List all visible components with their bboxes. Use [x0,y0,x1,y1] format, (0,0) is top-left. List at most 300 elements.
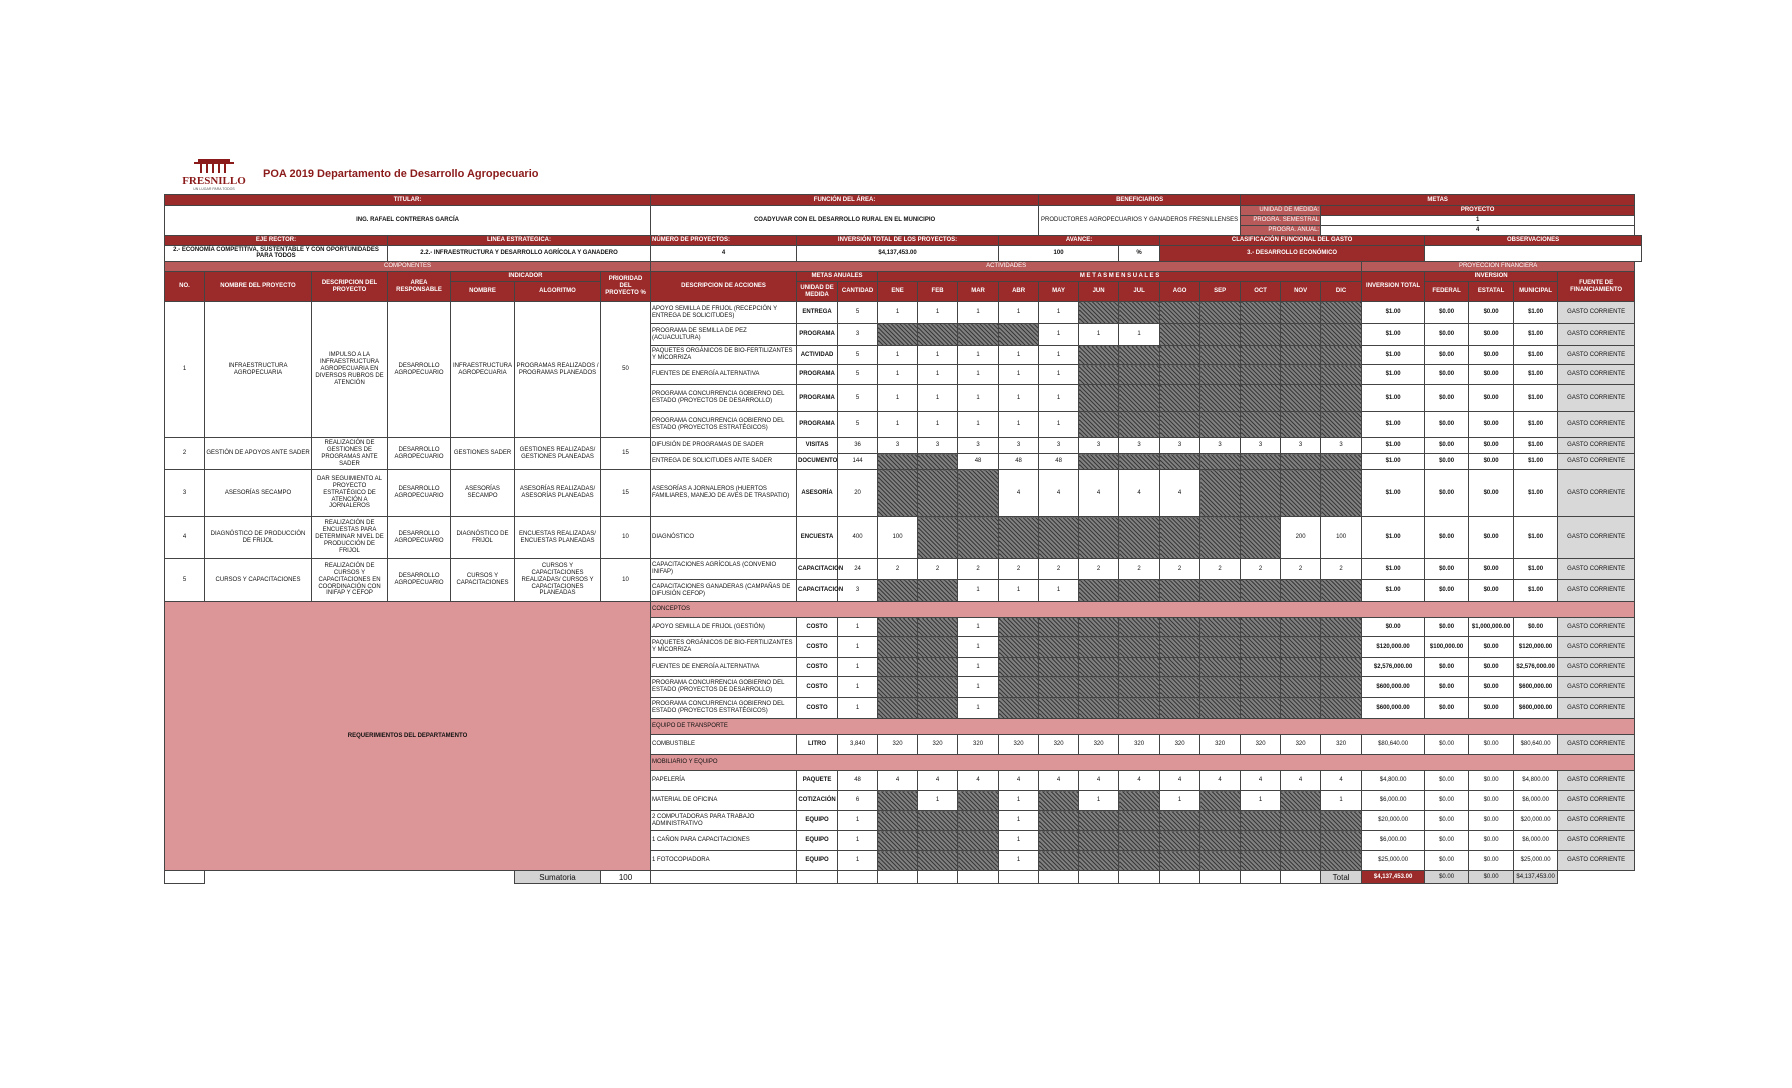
observaciones-label: OBSERVACIONES [1425,235,1642,245]
month-cell: 320 [1200,735,1241,755]
section-title: MOBILIARIO Y EQUIPO [651,755,1635,771]
indicator-name: GESTIONES SADER [451,438,515,470]
month-cell: 2 [999,559,1039,580]
month-cell-blocked [1039,677,1079,698]
inv-total: $1.00 [1362,438,1425,454]
month-cell: 4 [1321,771,1362,791]
month-cell: 1 [999,346,1039,365]
month-cell: 3 [1281,438,1321,454]
project-description: REALIZACIÓN DE GESTIONES DE PROGRAMAS ANTE SADER [312,438,388,470]
inv-municipal: $1.00 [1514,470,1558,517]
month-cell: 1 [1321,791,1362,811]
month-cell-blocked [1321,637,1362,658]
month-cell: 4 [1039,470,1079,517]
indicator-name: ASESORÍAS SECAMPO [451,470,515,517]
footer-empty [651,871,797,884]
action-quantity: 5 [838,412,878,438]
inv-estatal: $0.00 [1469,658,1514,677]
month-cell-blocked [1281,580,1321,602]
inv-municipal: $20,000.00 [1514,811,1558,831]
month-cell: 2 [1241,559,1281,580]
total-municipal: $4,137,453.00 [1514,871,1558,884]
inv-municipal: $1.00 [1514,438,1558,454]
metas-mensuales-header: M E T A S M E N S U A L E S [878,272,1362,282]
month-cell: 4 [1281,771,1321,791]
action-description: FUENTES DE ENERGÍA ALTERNATIVA [651,658,797,677]
footer-row [165,871,1642,884]
project-area: DESARROLLO AGROPECUARIO [388,517,451,559]
titular-value: ING. RAFAEL CONTRERAS GARCÍA [165,206,651,236]
month-cell-blocked [1200,618,1241,637]
action-quantity: 3 [838,580,878,602]
action-description: PROGRAMA DE SEMILLA DE PEZ (ACUACULTURA) [651,324,797,346]
month-cell: 320 [1281,735,1321,755]
beneficiarios-value: PRODUCTORES AGROPECUARIOS Y GANADEROS FRESNILLENSES [1039,206,1241,236]
inv-federal: $0.00 [1425,470,1469,517]
action-description: PROGRAMA CONCURRENCIA GOBIERNO DEL ESTADO (PROYECTOS ESTRATÉGICOS) [651,412,797,438]
action-quantity: 1 [838,851,878,871]
month-cell-blocked [1281,412,1321,438]
month-cell-blocked [1321,811,1362,831]
month-cell-blocked [1119,831,1160,851]
action-quantity: 1 [838,618,878,637]
month-cell-blocked [958,517,999,559]
month-cell: 2 [1200,559,1241,580]
month-cell-blocked [1119,580,1160,602]
month-cell: 320 [1079,735,1119,755]
project-description: DAR SEGUIMIENTO AL PROYECTO ESTRATÉGICO DE ATENCIÓN A JORNALEROS [312,470,388,517]
col-month: JUL [1119,282,1160,302]
funding-source: GASTO CORRIENTE [1558,412,1635,438]
inv-estatal: $0.00 [1469,385,1514,412]
action-description: DIAGNÓSTICO [651,517,797,559]
month-cell: 1 [958,385,999,412]
metas-label: METAS [1241,195,1635,206]
action-quantity: 5 [838,302,878,324]
col-algoritmo: ALGORITMO [515,282,601,302]
page-title: POA 2019 Departamento de Desarrollo Agropecuario [263,168,539,180]
action-quantity: 36 [838,438,878,454]
project-priority: 50 [601,302,651,438]
inv-municipal: $1.00 [1514,454,1558,470]
month-cell: 3 [878,438,918,454]
inv-total: $2,576,000.00 [1362,658,1425,677]
funding-source: GASTO CORRIENTE [1558,365,1635,385]
project-area: DESARROLLO AGROPECUARIO [388,438,451,470]
inv-estatal: $0.00 [1469,851,1514,871]
indicator-name: INFRAESTRUCTURA AGROPECUARIA [451,302,515,438]
metas-anuales-header: METAS ANUALES [797,272,878,282]
month-cell: 1 [999,412,1039,438]
inv-total: $0.00 [1362,618,1425,637]
month-cell-blocked [1160,517,1200,559]
total-estatal: $0.00 [1469,871,1514,884]
month-cell: 1 [1079,791,1119,811]
inv-municipal: $1.00 [1514,324,1558,346]
month-cell-blocked [1200,811,1241,831]
section-row [165,602,1642,618]
month-cell-blocked [1160,698,1200,719]
nproyectos-value: 4 [651,245,797,262]
month-cell-blocked [1200,637,1241,658]
col-area: AREA RESPONSABLE [388,272,451,302]
funding-source: GASTO CORRIENTE [1558,438,1635,454]
month-cell: 48 [999,454,1039,470]
observaciones-value [1425,245,1642,262]
inv-federal: $0.00 [1425,677,1469,698]
month-cell: 3 [1200,438,1241,454]
month-cell-blocked [1160,851,1200,871]
month-cell-blocked [1079,302,1119,324]
month-cell-blocked [878,324,918,346]
month-cell: 1 [1039,580,1079,602]
month-cell-blocked [1321,324,1362,346]
inv-total: $1.00 [1362,385,1425,412]
month-cell-blocked [1079,831,1119,851]
action-unit: COSTO [797,677,838,698]
month-cell-blocked [918,517,958,559]
funding-source: GASTO CORRIENTE [1558,618,1635,637]
action-description: PAPELERÍA [651,771,797,791]
month-cell-blocked [1281,658,1321,677]
month-cell: 1 [918,365,958,385]
month-cell: 320 [999,735,1039,755]
col-federal: FEDERAL [1425,282,1469,302]
inv-municipal: $2,576,000.00 [1514,658,1558,677]
action-unit: ACTIVIDAD [797,346,838,365]
avance-label: AVANCE: [999,235,1160,245]
project-no: 4 [165,517,205,559]
month-cell-blocked [918,677,958,698]
month-cell-blocked [878,580,918,602]
month-cell-blocked [1241,412,1281,438]
action-unit: PROGRAMA [797,385,838,412]
action-quantity: 5 [838,346,878,365]
col-inversion-total: INVERSION TOTAL [1362,272,1425,302]
month-cell-blocked [1119,385,1160,412]
nproyectos-label: NÚMERO DE PROYECTOS: [651,235,797,245]
inv-federal: $0.00 [1425,438,1469,454]
month-cell: 4 [1241,771,1281,791]
month-cell-blocked [878,470,918,517]
month-cell-blocked [1200,454,1241,470]
action-unit: COSTO [797,698,838,719]
month-cell-blocked [1281,811,1321,831]
month-cell-blocked [1321,677,1362,698]
month-cell-blocked [1281,831,1321,851]
col-month: SEP [1200,282,1241,302]
inv-municipal: $1.00 [1514,559,1558,580]
inv-total: $1.00 [1362,302,1425,324]
month-cell-blocked [1321,851,1362,871]
action-unit: COSTO [797,618,838,637]
month-cell-blocked [1281,324,1321,346]
action-quantity: 3,840 [838,735,878,755]
month-cell: 1 [958,698,999,719]
inv-estatal: $0.00 [1469,735,1514,755]
month-cell-blocked [1321,658,1362,677]
project-no: 1 [165,302,205,438]
month-cell-blocked [1241,517,1281,559]
month-cell-blocked [1241,365,1281,385]
avance-value: 100 [999,245,1119,262]
action-quantity: 48 [838,771,878,791]
month-cell-blocked [1200,324,1241,346]
month-cell: 4 [999,470,1039,517]
action-description: CAPACITACIONES GANADERAS (CAMPAÑAS DE DIFUSIÓN CEFOP) [651,580,797,602]
inv-total: $120,000.00 [1362,637,1425,658]
action-unit: COSTO [797,658,838,677]
month-cell-blocked [1321,618,1362,637]
indicator-name: CURSOS Y CAPACITACIONES [451,559,515,602]
month-cell-blocked [1119,454,1160,470]
funding-source: GASTO CORRIENTE [1558,698,1635,719]
month-cell: 1 [1039,324,1079,346]
inv-estatal: $0.00 [1469,365,1514,385]
month-cell: 4 [1200,771,1241,791]
month-cell: 4 [1079,771,1119,791]
action-quantity: 144 [838,454,878,470]
inv-estatal: $0.00 [1469,438,1514,454]
inv-estatal: $0.00 [1469,791,1514,811]
action-quantity: 24 [838,559,878,580]
inv-total: $1.00 [1362,470,1425,517]
project-no: 3 [165,470,205,517]
month-cell-blocked [1160,412,1200,438]
month-cell-blocked [1160,811,1200,831]
indicador-header: INDICADOR [451,272,601,282]
month-cell-blocked [918,811,958,831]
funding-source: GASTO CORRIENTE [1558,580,1635,602]
inv-municipal: $1.00 [1514,365,1558,385]
month-cell: 2 [878,559,918,580]
month-cell: 1 [918,385,958,412]
month-cell-blocked [1241,698,1281,719]
month-cell-blocked [1160,658,1200,677]
inv-federal: $0.00 [1425,346,1469,365]
month-cell-blocked [1241,346,1281,365]
action-quantity: 1 [838,831,878,851]
month-cell: 48 [1039,454,1079,470]
month-cell: 3 [918,438,958,454]
month-cell-blocked [878,811,918,831]
month-cell-blocked [1200,346,1241,365]
col-month: JUN [1079,282,1119,302]
month-cell-blocked [918,618,958,637]
month-cell-blocked [1119,851,1160,871]
funding-source: GASTO CORRIENTE [1558,385,1635,412]
month-cell: 2 [1079,559,1119,580]
inv-municipal: $1.00 [1514,580,1558,602]
inv-federal: $0.00 [1425,735,1469,755]
action-quantity: 1 [838,811,878,831]
sumatoria-value: 100 [601,871,651,884]
col-month: ENE [878,282,918,302]
month-cell-blocked [1079,658,1119,677]
month-cell: 100 [878,517,918,559]
month-cell-blocked [1200,831,1241,851]
inv-estatal: $0.00 [1469,559,1514,580]
month-cell-blocked [918,851,958,871]
inversion-label: INVERSIÓN TOTAL DE LOS PROYECTOS: [797,235,999,245]
month-cell: 320 [878,735,918,755]
month-cell-blocked [1281,618,1321,637]
month-cell-blocked [1241,324,1281,346]
inv-federal: $0.00 [1425,658,1469,677]
action-description: FUENTES DE ENERGÍA ALTERNATIVA [651,365,797,385]
month-cell-blocked [1200,517,1241,559]
action-unit: EQUIPO [797,851,838,871]
month-cell-blocked [1079,365,1119,385]
funding-source: GASTO CORRIENTE [1558,346,1635,365]
month-cell-blocked [918,831,958,851]
inv-estatal: $0.00 [1469,771,1514,791]
month-cell-blocked [1281,365,1321,385]
month-cell-blocked [1119,517,1160,559]
month-cell: 2 [1321,559,1362,580]
month-cell-blocked [958,811,999,831]
indicator-algorithm: CURSOS Y CAPACITACIONES REALIZADAS/ CURSOS Y CAPACITACIONES PLANEADAS [515,559,601,602]
month-cell: 3 [1119,438,1160,454]
project-priority: 10 [601,559,651,602]
inv-total: $600,000.00 [1362,677,1425,698]
month-cell-blocked [1321,698,1362,719]
action-quantity: 6 [838,791,878,811]
inv-municipal: $1.00 [1514,302,1558,324]
month-cell-blocked [1200,677,1241,698]
month-cell-blocked [999,677,1039,698]
month-cell-blocked [999,637,1039,658]
footer-empty [1200,871,1241,884]
inv-estatal: $1,000,000.00 [1469,618,1514,637]
month-cell: 2 [1119,559,1160,580]
month-cell-blocked [878,791,918,811]
month-cell-blocked [1241,385,1281,412]
col-nombre: NOMBRE DEL PROYECTO [205,272,312,302]
month-cell-blocked [1079,851,1119,871]
inv-municipal: $600,000.00 [1514,677,1558,698]
footer-spacer [1558,871,1635,884]
month-cell: 200 [1281,517,1321,559]
month-cell-blocked [1119,791,1160,811]
month-cell-blocked [1079,811,1119,831]
month-cell-blocked [1200,385,1241,412]
month-cell-blocked [1200,470,1241,517]
month-cell-blocked [1160,831,1200,851]
action-unit: PAQUETE [797,771,838,791]
action-quantity: 5 [838,385,878,412]
month-cell-blocked [918,637,958,658]
funding-source: GASTO CORRIENTE [1558,771,1635,791]
clasificacion-value: 3.- DESARROLLO ECONÓMICO [1160,245,1425,262]
month-cell: 1 [958,580,999,602]
inv-estatal: $0.00 [1469,470,1514,517]
indicator-algorithm: GESTIONES REALIZADAS/ GESTIONES PLANEADAS [515,438,601,470]
month-cell-blocked [999,658,1039,677]
month-cell: 1 [999,365,1039,385]
project-name: DIAGNÓSTICO DE PRODUCCIÓN DE FRIJOL [205,517,312,559]
inv-federal: $0.00 [1425,385,1469,412]
project-name: INFRAESTRUCTURA AGROPECUARIA [205,302,312,438]
month-cell: 2 [1160,559,1200,580]
inv-total: $25,000.00 [1362,851,1425,871]
inv-total: $1.00 [1362,517,1425,559]
avance-pct: % [1119,245,1160,262]
month-cell: 1 [878,385,918,412]
month-cell-blocked [1321,470,1362,517]
month-cell: 1 [1039,365,1079,385]
month-cell-blocked [1160,618,1200,637]
month-cell-blocked [1160,365,1200,385]
month-cell: 4 [1039,771,1079,791]
inv-estatal: $0.00 [1469,580,1514,602]
inv-municipal: $600,000.00 [1514,698,1558,719]
proyeccion-header: PROYECCION FINANCIERA [1362,262,1635,272]
funding-source: GASTO CORRIENTE [1558,791,1635,811]
month-cell-blocked [918,580,958,602]
action-quantity: 20 [838,470,878,517]
action-unit: EQUIPO [797,811,838,831]
inv-federal: $0.00 [1425,580,1469,602]
total-federal: $0.00 [1425,871,1469,884]
month-cell-blocked [1079,454,1119,470]
action-description: PAQUETES ORGÁNICOS DE BIO-FERTILIZANTES Y MICORRIZA [651,346,797,365]
col-cantidad: CANTIDAD [838,282,878,302]
footer-empty [918,871,958,884]
funding-source: GASTO CORRIENTE [1558,677,1635,698]
inv-federal: $0.00 [1425,454,1469,470]
month-cell-blocked [999,698,1039,719]
month-cell: 3 [1079,438,1119,454]
month-cell-blocked [1200,412,1241,438]
month-cell-blocked [1160,302,1200,324]
action-description: 2 COMPUTADORAS PARA TRABAJO ADMINISTRATIVO [651,811,797,831]
action-quantity: 400 [838,517,878,559]
month-cell-blocked [1079,412,1119,438]
semestral-label: PROGRA. SEMESTRAL [1241,215,1321,225]
month-cell: 2 [1281,559,1321,580]
month-cell-blocked [1039,618,1079,637]
funding-source: GASTO CORRIENTE [1558,470,1635,517]
month-cell: 4 [918,771,958,791]
semestral-value: 1 [1321,215,1635,225]
month-cell-blocked [878,698,918,719]
month-cell: 4 [1160,470,1200,517]
month-cell: 4 [999,771,1039,791]
sumatoria-label: Sumatoria [515,871,601,884]
eje-value: 2.- ECONOMÍA COMPETITIVA, SUSTENTABLE Y CON OPORTUNIDADES PARA TODOS [165,245,388,262]
inv-federal: $0.00 [1425,365,1469,385]
inv-total: $600,000.00 [1362,698,1425,719]
month-cell: 1 [1079,324,1119,346]
indicator-algorithm: ENCUESTAS REALIZADAS/ ENCUESTAS PLANEADAS [515,517,601,559]
month-cell: 1 [878,365,918,385]
action-unit: VISITAS [797,438,838,454]
month-cell: 320 [918,735,958,755]
month-cell: 1 [918,346,958,365]
month-cell-blocked [1321,831,1362,851]
table-row [165,559,1642,580]
inv-estatal: $0.00 [1469,346,1514,365]
inv-federal: $0.00 [1425,618,1469,637]
month-cell-blocked [1079,618,1119,637]
indicator-name: DIAGNÓSTICO DE FRIJOL [451,517,515,559]
inv-estatal: $0.00 [1469,677,1514,698]
action-description: ENTREGA DE SOLICITUDES ANTE SADER [651,454,797,470]
month-cell: 4 [1119,470,1160,517]
funding-source: GASTO CORRIENTE [1558,735,1635,755]
month-cell: 1 [1160,791,1200,811]
